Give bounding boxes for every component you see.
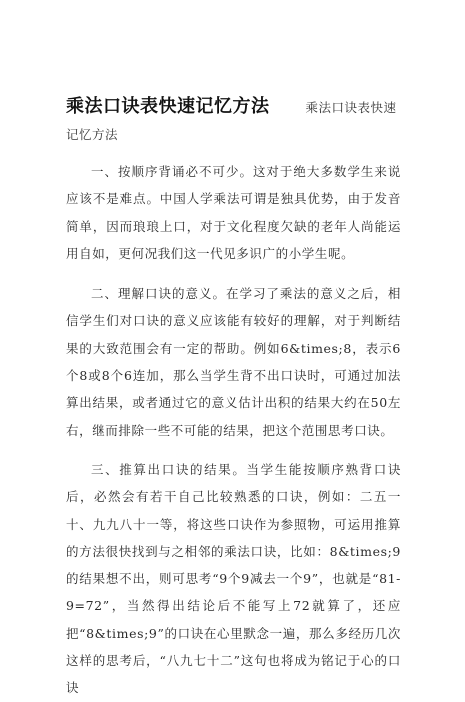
document-subtitle-continued: 记忆方法 xyxy=(66,127,119,142)
spacer xyxy=(66,267,401,280)
spacer xyxy=(66,444,401,456)
document-title: 乘法口诀表快速记忆方法 xyxy=(66,96,270,117)
paragraph-3: 三、推算出口诀的结果。当学生能按顺序熟背口诀后，必然会有若干自己比较熟悉的口诀，例如：二五一十、九九八十一等，将这些口诀作为参照物，可运用推算的方法很快找到与之相邻的乘法口诀，比如：8&times;9的结果想不出，则可思考“9个9减去一个9”，也就是“81-9=72”，当然得出结论后不能写上72就算了，还应把“8&times;9”的口诀在心里默念一遍，那么多经历几次这样的思考后，“八九七十二”这句也将成为铭记于心的口诀 xyxy=(66,461,401,696)
paragraph-2: 二、理解口诀的意义。在学习了乘法的意义之后，相信学生们对口诀的意义应该能有较好的理解，对于判断结果的大致范围会有一定的帮助。例如6&times;8，表示6个8或8个6连加，那么当学生背不出口诀时，可通过加法算出结果，或者通过它的意义估计出积的结果大约在50左右，继而排除一些不可能的结果，把这个范围思考口诀。 xyxy=(66,286,401,438)
document-subtitle: 乘法口诀表快速 xyxy=(305,100,397,115)
spacer xyxy=(66,146,401,158)
paragraph-1: 一、按顺序背诵必不可少。这对于绝大多数学生来说应该不是难点。中国人学乘法可谓是独具优势，由于发音简单，因而琅琅上口，对于文化程度欠缺的老年人尚能运用自如，更何况我们这一代见多识广的小学生呢。 xyxy=(66,164,401,261)
title-line xyxy=(66,92,401,124)
